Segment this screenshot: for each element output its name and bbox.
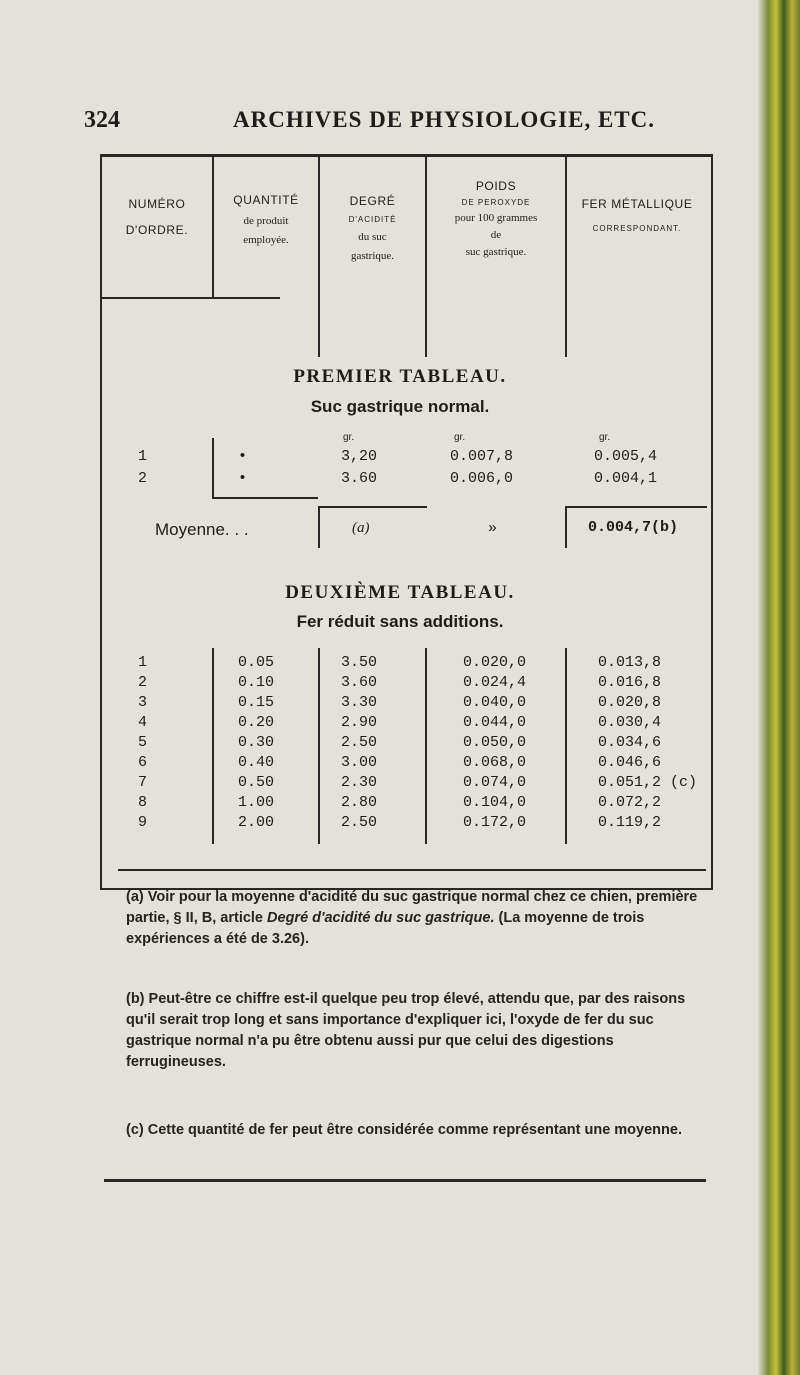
document-page: 324 ARCHIVES DE PHYSIOLOGIE, ETC. NUMÉRO D'ORDRE. QUANTITÉ de produit employée. DEGRÉ D'ACIDITÉ du suc gastrique. POIDS DE PEROXYDE pour 100 grammes de suc gastrique. FER MÉTALLIQUE CORRESPONDANT. PREMIER TABLEAU. Suc gastrique normal. gr. gr. gr. 1 • 3,20 0.007,8 0.005,4 2 • 3.60 0.006,0 0.004,1 Moyenne. . . (a) » 0.004,7(b) DEUXIÈME TABLEAU. Fer réduit sans additions. 1 0.05 3.50 0.020,0 0.013,8 2 0.10 3.60 0.024,4 0.016,8 3 0.15 3.30 0.040,0 0.020,8 4 0.20 2.90 0.044,0 0.030,4 5 0.30 2.50 0.050,0 0.034,6 6 0.40 3.00 0.068,0 0.046,6 7 0.50 2.30 0.074,0 0.051,2 (c) 8 1.00 2.80 0.104,0 0.072,2 9 2.00 2.50 0.172,0 0.119,2 (a) Voir pour la moyenne d'acidité du suc gastrique normal chez ce chien, première partie, § II, B, article Degré d'acidité du suc gastrique. (La moyenne de trois expériences a été de 3.26). (b) Peut-être ce chiffre est-il quelque peu trop élevé, attendu que, par des raisons qu'il serait trop long et sans importance d'expliquer ici, l'oxyde de fer du suc gastrique normal n'a pu être obtenu aussi pur que celui des digestions ferrugineuses. (c) Cette quantité de fer peut être considérée comme représentant une moyenne. [0, 0, 800, 1375]
header-divider [565, 156, 567, 357]
table1-subtitle: Suc gastrique normal. [310, 397, 490, 416]
table1-title: PREMIER TABLEAU. [293, 366, 507, 387]
table-row: 4 0.20 2.90 0.044,0 0.030,4 [138, 714, 662, 731]
table-row: 3 0.15 3.30 0.040,0 0.020,8 [138, 694, 662, 711]
header-rule [214, 297, 280, 299]
bottom-rule [104, 1179, 706, 1182]
mean-label: Moyenne. . . [155, 520, 249, 539]
unit-label: gr. [454, 432, 466, 443]
header-col-peroxide: POIDS DE PEROXYDE pour 100 grammes de suc gastrique. [454, 179, 538, 258]
footnote-a: (a) Voir pour la moyenne d'acidité du suc gastrique normal chez ce chien, première partie, § II, B, article Degré d'acidité du suc gastrique. (La moyenne de trois expériences a été de 3.26). [126, 889, 698, 947]
header-col-iron: FER MÉTALLIQUE CORRESPONDANT. [581, 197, 693, 234]
table-row: 8 1.00 2.80 0.104,0 0.072,2 [138, 794, 662, 811]
header-col-acidity: DEGRÉ D'ACIDITÉ du suc gastrique. [348, 194, 397, 262]
table2-subtitle: Fer réduit sans additions. [296, 612, 504, 631]
notes-rule [118, 869, 706, 871]
mean-divider [318, 506, 320, 548]
mean-rule [565, 506, 707, 508]
table-row: 6 0.40 3.00 0.068,0 0.046,6 [138, 754, 662, 771]
unit-label: gr. [599, 432, 611, 443]
table2-title: DEUXIÈME TABLEAU. [285, 582, 515, 603]
page-number: 324 [84, 107, 120, 133]
mean-rule [318, 506, 427, 508]
header-col-number: NUMÉRO D'ORDRE. [125, 197, 189, 238]
table-row: 1 0.05 3.50 0.020,0 0.013,8 [138, 654, 662, 671]
footnote-b: (b) Peut-être ce chiffre est-il quelque peu trop élevé, attendu que, par des raisons qu'il serait trop long et sans importance d'expliquer ici, l'oxyde de fer du suc gastrique normal n'a pu être obtenu aussi pur que celui des digestions ferrugineuses. [126, 991, 686, 1070]
table-row: 2 0.10 3.60 0.024,4 0.016,8 [138, 674, 662, 691]
table-row: 5 0.30 2.50 0.050,0 0.034,6 [138, 734, 662, 751]
table-row: 9 2.00 2.50 0.172,0 0.119,2 [138, 814, 662, 831]
table-row: 7 0.50 2.30 0.074,0 0.051,2 (c) [138, 774, 698, 791]
running-title: ARCHIVES DE PHYSIOLOGIE, ETC. [233, 107, 655, 132]
footnote-c: (c) Cette quantité de fer peut être considérée comme représentant une moyenne. [126, 1122, 682, 1138]
header-col-quantity: QUANTITÉ de produit employée. [233, 193, 299, 247]
mean-divider [565, 506, 567, 548]
unit-label: gr. [343, 432, 355, 443]
table1-divider [212, 438, 214, 498]
header-rule [102, 297, 212, 299]
table1-rule [212, 497, 318, 499]
